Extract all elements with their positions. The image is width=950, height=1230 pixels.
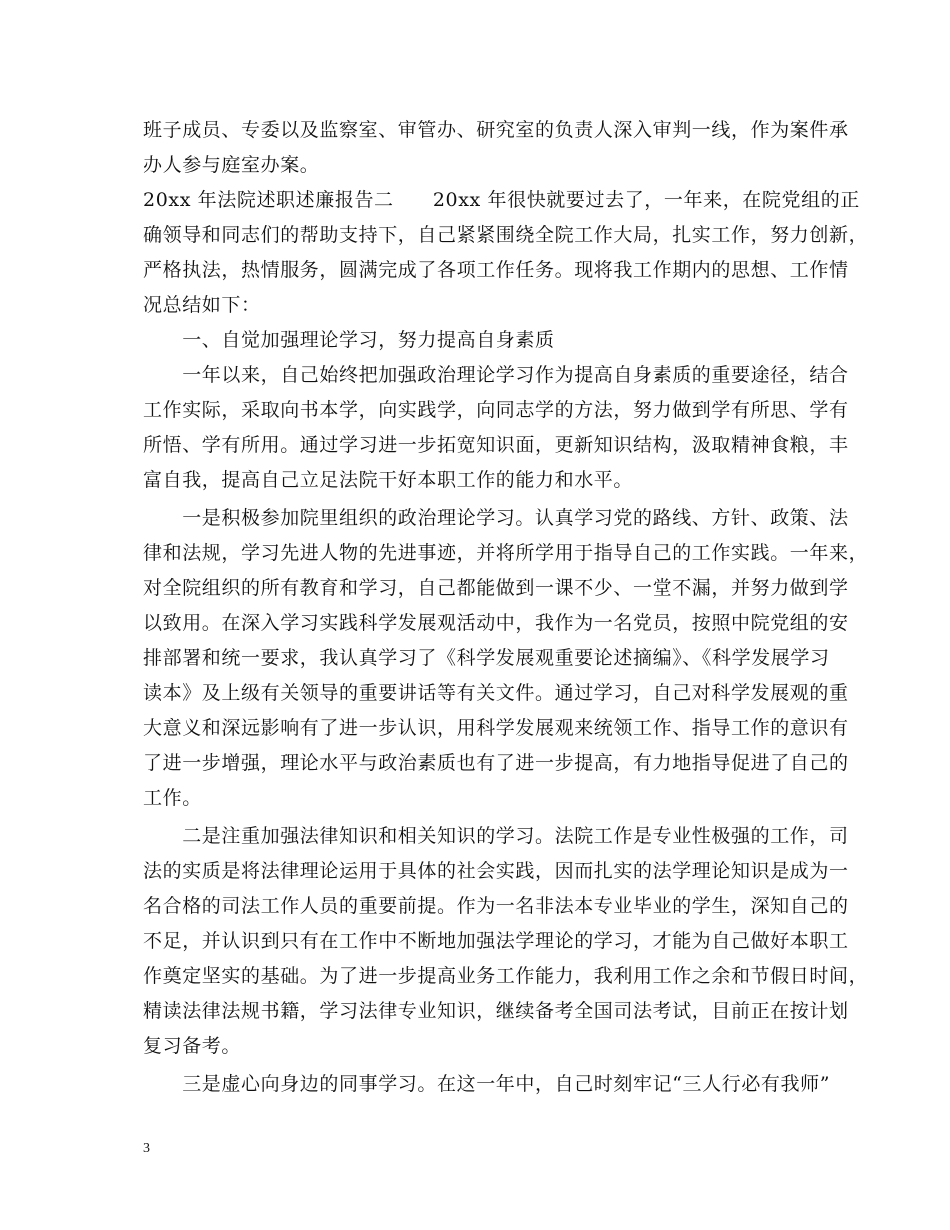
page-number: 3 [143,1141,150,1156]
text-line: 况总结如下： [143,294,261,316]
text-line: 作奠定坚实的基础。为了进一步提高业务工作能力，我利用工作之余和节假日时间， [143,965,869,987]
text-line: 工作。 [143,787,202,809]
text-line: 严格执法，热情服务，圆满完成了各项工作任务。现将我工作期内的思想、工作情 [143,259,849,281]
text-line: 律和法规，学习先进人物的先进事迹，并将所学用于指导自己的工作实践。一年来， [143,542,869,564]
text-line: 不足，并认识到只有在工作中不断地加强法学理论的学习，才能为自己做好本职工 [143,930,849,952]
text-line: 所悟、学有所用。通过学习进一步拓宽知识面，更新知识结构，汲取精神食粮，丰 [143,434,849,456]
text-line: 大意义和深远影响有了进一步认识，用科学发展观来统领工作、指导工作的意识有 [143,717,849,739]
text-line: 了进一步增强，理论水平与政治素质也有了进一步提高，有力地指导促进了自己的 [143,752,849,774]
text-line: 工作实际，采取向书本学，向实践学，向同志学的方法，努力做到学有所思、学有 [143,399,849,421]
text-line: 富自我，提高自己立足法院干好本职工作的能力和水平。 [143,469,634,491]
text-line: 20xx 年法院述职述廉报告二 20xx 年很快就要过去了，一年来，在院党组的正 [143,189,860,211]
text-line: 法的实质是将法律理论运用于具体的社会实践，因而扎实的法学理论知识是成为一 [143,860,849,882]
text-line: 一年以来，自己始终把加强政治理论学习作为提高自身素质的重要途径，结合 [143,364,849,386]
text-line: 精读法律法规书籍，学习法律专业知识，继续备考全国司法考试，目前正在按计划 [143,1000,849,1022]
text-line: 复习备考。 [143,1035,242,1057]
text-line: 对全院组织的所有教育和学习，自己都能做到一课不少、一堂不漏，并努力做到学 [143,577,849,599]
text-line: 以致用。在深入学习实践科学发展观活动中，我作为一名党员，按照中院党组的安 [143,612,849,634]
text-line: 读本》及上级有关领导的重要讲话等有关文件。通过学习，自己对科学发展观的重 [143,682,849,704]
text-line: 名合格的司法工作人员的重要前提。作为一名非法本专业毕业的学生，深知自己的 [143,895,849,917]
text-line: 办人参与庭室办案。 [143,154,320,176]
text-line: 一是积极参加院里组织的政治理论学习。认真学习党的路线、方针、政策、法 [143,507,849,529]
text-line: 二是注重加强法律知识和相关知识的学习。法院工作是专业性极强的工作，司 [143,825,849,847]
text-line: 排部署和统一要求，我认真学习了《科学发展观重要论述摘编》、《科学发展学习 [143,647,830,669]
text-line: 三是虚心向身边的同事学习。在这一年中，自己时刻牢记“三人行必有我师” [143,1073,831,1095]
text-line: 确领导和同志们的帮助支持下，自己紧紧围绕全院工作大局，扎实工作，努力创新， [143,224,869,246]
text-line: 班子成员、专委以及监察室、审管办、研究室的负责人深入审判一线，作为案件承 [143,119,849,141]
section-heading: 一、自觉加强理论学习，努力提高自身素质 [143,329,555,351]
